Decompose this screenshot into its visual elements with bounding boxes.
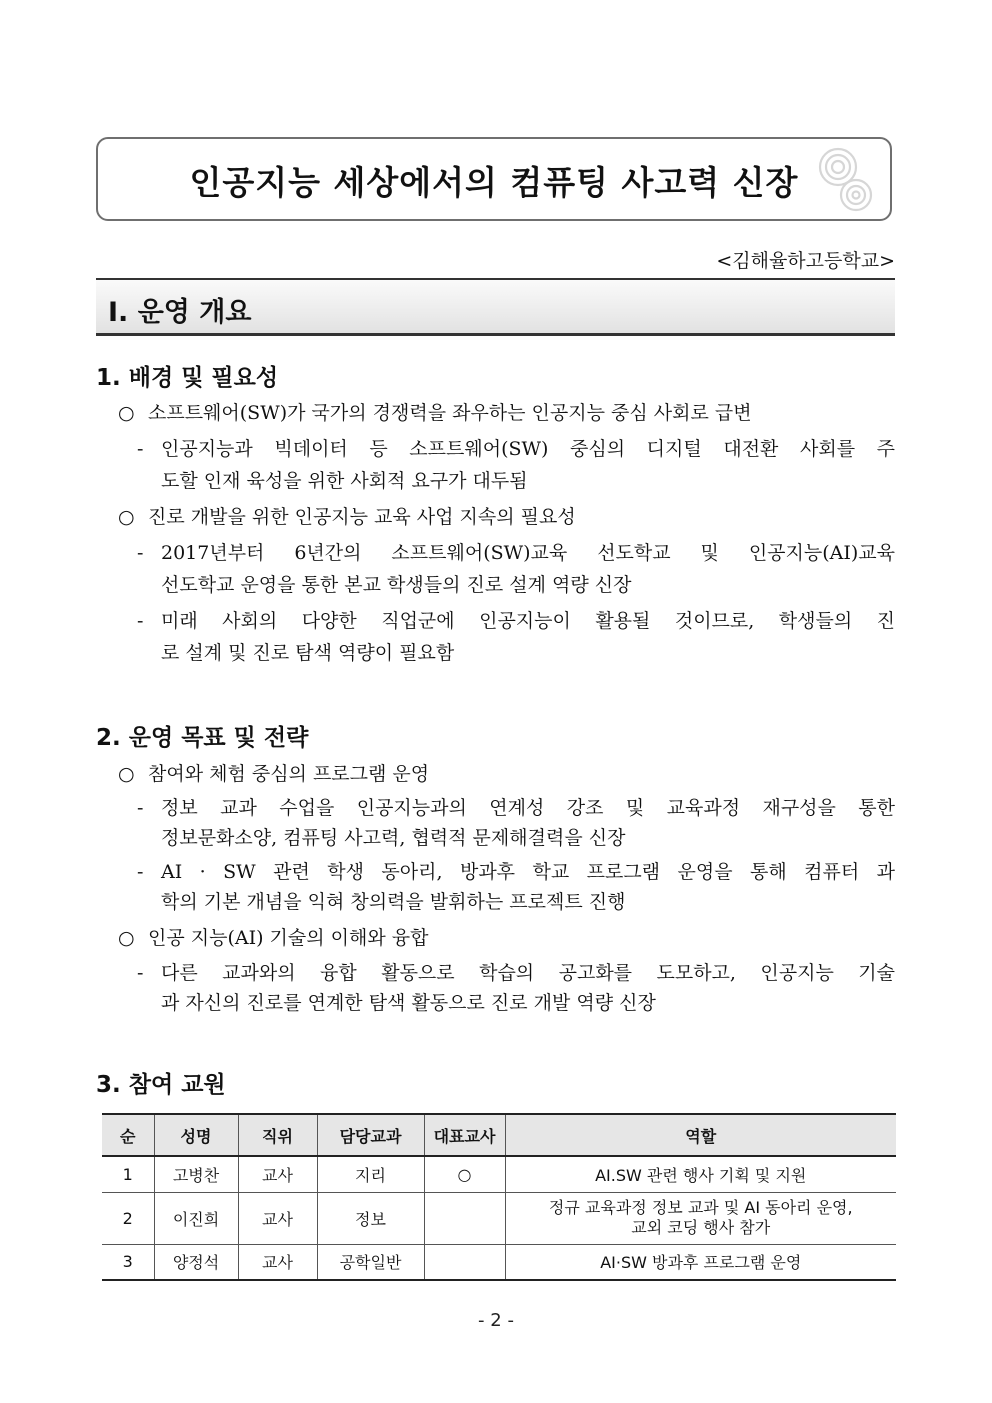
cell-subject: 정보 [317, 1192, 424, 1244]
circle-bullet: ○ [118, 506, 135, 528]
table-header-row [102, 1114, 896, 1156]
dash-bullet: - [137, 962, 144, 984]
cell-position: 교사 [238, 1192, 317, 1244]
cell-position: 교사 [238, 1244, 317, 1280]
cell-role [505, 1156, 896, 1192]
document-title: 인공지능 세상에서의 컴퓨팅 사고력 신장 [189, 163, 799, 202]
cell-no: 2 [102, 1192, 154, 1244]
cell-no: 3 [102, 1244, 154, 1280]
cell-no: 1 [102, 1156, 154, 1192]
cell-name: 고병찬 [154, 1156, 238, 1192]
role-line: AI.SW 관련 행사 기획 및 지원 [595, 1165, 807, 1185]
table-row [102, 1156, 896, 1192]
cell-representative [424, 1244, 505, 1280]
staff-table [102, 1113, 896, 1281]
bullet-text: 소프트웨어(SW)가 국가의 경쟁력을 좌우하는 인공지능 중심 사회로 급변 [148, 402, 752, 424]
dash-bullet: - [137, 438, 144, 460]
dash-text-line2: 도할 인재 육성을 위한 사회적 요구가 대두됨 [161, 470, 528, 492]
dash-text-line1: 미래 사회의 다양한 직업군에 인공지능이 활용될 것이므로, 학생들의 진 [161, 610, 895, 632]
dash-text-line2: 로 설계 및 진로 탐색 역량이 필요함 [161, 642, 455, 664]
dash-text-line1: 인공지능과 빅데이터 등 소프트웨어(SW) 중심의 디지털 대전환 사회를 주 [161, 438, 895, 460]
dash-text-line1: AI · SW 관련 학생 동아리, 방과후 학교 프로그램 운영을 통해 컴퓨터 과 [161, 861, 895, 883]
circle-bullet: ○ [118, 402, 135, 424]
cell-representative: ○ [424, 1156, 505, 1192]
page-number: - 2 - [478, 1310, 514, 1331]
column-header: 역할 [505, 1114, 896, 1156]
dash-bullet: - [137, 610, 144, 632]
dash-bullet: - [137, 797, 144, 819]
circle-bullet: ○ [118, 763, 135, 785]
column-header: 담당교과 [317, 1114, 424, 1156]
table-row [102, 1244, 896, 1280]
column-header: 순 [102, 1114, 154, 1156]
table-row [102, 1192, 896, 1244]
dash-bullet: - [137, 542, 144, 564]
bullet-text: 진로 개발을 위한 인공지능 교육 사업 지속의 필요성 [148, 506, 576, 528]
subsection-heading-3: 3. 참여 교원 [96, 1072, 226, 1098]
cell-name: 양정석 [154, 1244, 238, 1280]
dash-text-line2: 학의 기본 개념을 익혀 창의력을 발휘하는 프로젝트 진행 [161, 891, 626, 913]
subsection-heading-1: 1. 배경 및 필요성 [96, 365, 279, 391]
circle-bullet: ○ [118, 927, 135, 949]
section-header [96, 278, 895, 336]
dash-text-line2: 정보문화소양, 컴퓨팅 사고력, 협력적 문제해결력을 신장 [161, 827, 626, 849]
swirl-decoration-icon [806, 141, 886, 221]
cell-subject: 공학일반 [317, 1244, 424, 1280]
dash-bullet: - [137, 861, 144, 883]
column-header: 직위 [238, 1114, 317, 1156]
cell-name: 이진희 [154, 1192, 238, 1244]
bullet-text: 참여와 체험 중심의 프로그램 운영 [148, 763, 430, 785]
school-name: <김해율하고등학교> [716, 250, 895, 272]
role-line: 정규 교육과정 정보 교과 및 AI 동아리 운영, [548, 1198, 853, 1217]
dash-text-line1: 정보 교과 수업을 인공지능과의 연계성 강조 및 교육과정 재구성을 통한 [161, 797, 895, 819]
dash-text-line2: 선도학교 운영을 통한 본교 학생들의 진로 설계 역량 신장 [161, 574, 632, 596]
cell-role [505, 1192, 896, 1244]
dash-text-line2: 과 자신의 진로를 연계한 탐색 활동으로 진로 개발 역량 신장 [161, 992, 656, 1014]
cell-representative [424, 1192, 505, 1244]
cell-position: 교사 [238, 1156, 317, 1192]
section-title: Ⅰ. 운영 개요 [108, 297, 252, 328]
cell-subject: 지리 [317, 1156, 424, 1192]
dash-text-line1: 다른 교과와의 융합 활동으로 학습의 공고화를 도모하고, 인공지능 기술 [161, 962, 895, 984]
bullet-text: 인공 지능(AI) 기술의 이해와 융합 [148, 927, 429, 949]
column-header: 성명 [154, 1114, 238, 1156]
dash-text-line1: 2017년부터 6년간의 소프트웨어(SW)교육 선도학교 및 인공지능(AI)교육 [161, 542, 895, 564]
cell-role [505, 1244, 896, 1280]
subsection-heading-2: 2. 운영 목표 및 전략 [96, 725, 309, 751]
role-line: 교외 코딩 행사 참가 [631, 1218, 771, 1237]
title-box [96, 137, 892, 221]
column-header: 대표교사 [424, 1114, 505, 1156]
role-line: AI·SW 방과후 프로그램 운영 [600, 1253, 802, 1273]
